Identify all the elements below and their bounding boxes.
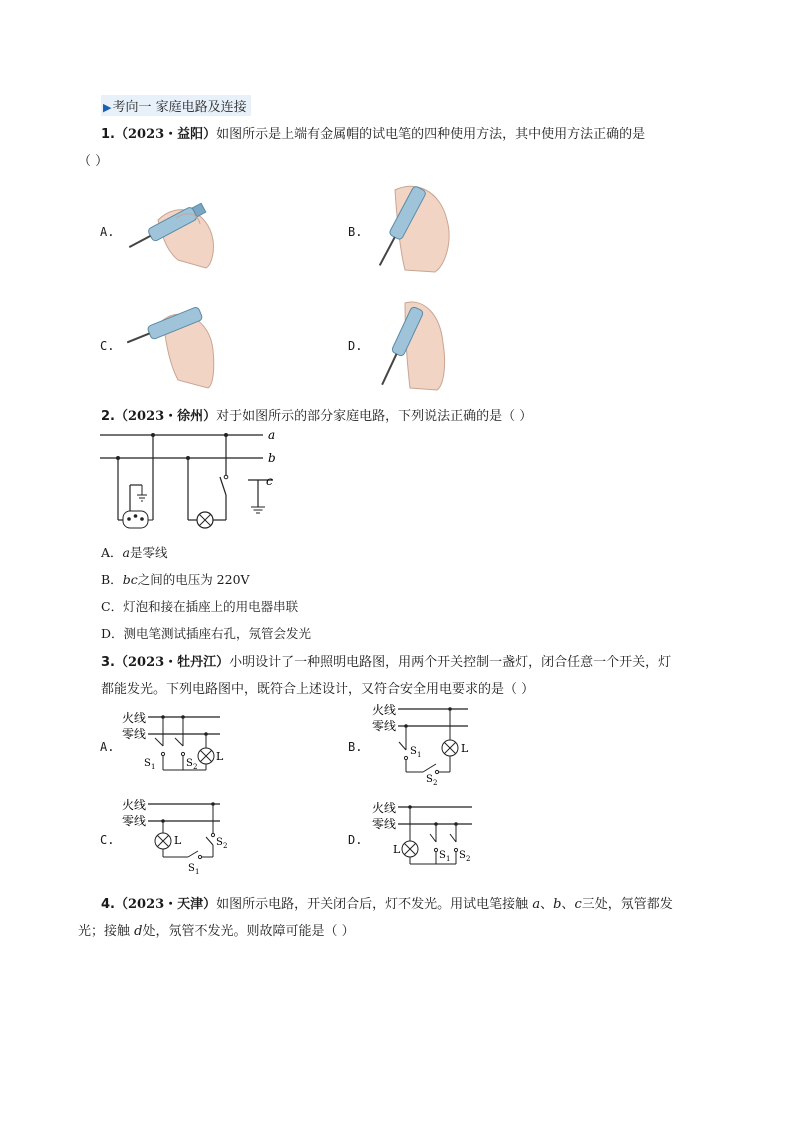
svg-text:S: S [186,758,193,769]
q3-option-a-label[interactable]: A. [100,740,115,754]
svg-text:S: S [216,837,223,848]
svg-text:S: S [439,850,446,861]
svg-text:S: S [459,850,466,861]
svg-text:零线: 零线 [372,719,397,733]
q3-option-a-circuit [118,708,230,778]
question-4-text: 4.（2023・天津）如图所示电路，开关闭合后，灯不发光。用试电笔接触 a、b、c三处，氖管都发 [101,897,673,912]
svg-text:火线: 火线 [372,703,397,717]
svg-text:L: L [393,843,401,856]
q1-option-c-pen-illustration [118,295,228,390]
svg-text:S: S [188,863,195,874]
question-1-paren: （ ） [78,154,109,169]
triangle-marker-icon: ▶ [103,101,112,114]
svg-text:S: S [144,758,151,769]
svg-text:L: L [461,742,469,755]
svg-text:L: L [216,750,224,763]
svg-text:2: 2 [433,779,438,787]
q3-option-b-circuit [368,700,478,790]
question-2-text: 2.（2023・徐州）对于如图所示的部分家庭电路，下列说法正确的是（ ） [101,409,533,424]
question-3-text: 3.（2023・牡丹江）小明设计了一种照明电路图，用两个开关控制一盏灯，闭合任意一个开关，灯 [101,655,672,670]
q2-option-a[interactable]: A．a是零线 [101,545,168,560]
svg-text:L: L [174,834,182,847]
q1-option-c-label[interactable]: C. [100,339,115,353]
svg-text:S: S [410,746,417,757]
q3-option-c-circuit [118,795,230,880]
q1-option-b-label[interactable]: B. [348,225,363,239]
svg-text:2: 2 [466,855,471,863]
question-3-text-line2: 都能发光。下列电路图中，既符合上述设计，又符合安全用电要求的是（ ） [101,682,535,697]
svg-text:1: 1 [151,763,156,771]
svg-text:零线: 零线 [122,727,147,741]
wire-a-label: a [268,428,276,442]
q2-circuit-diagram [98,425,288,530]
question-1-text: 1.（2023・益阳）如图所示是上端有金属帽的试电笔的四种使用方法，其中使用方法正确的是 [101,127,646,142]
svg-text:2: 2 [223,842,228,850]
q2-option-d[interactable]: D．测电笔测试插座右孔，氖管会发光 [101,626,312,641]
section-title: 考向一 家庭电路及连接 [112,100,247,115]
wire-b-label: b [268,451,276,465]
q1-option-a-label[interactable]: A. [100,225,115,239]
q3-option-d-label[interactable]: D. [348,833,363,847]
q1-option-b-pen-illustration [365,180,465,275]
section-header [101,95,251,116]
svg-text:火线: 火线 [122,711,147,725]
q1-option-d-label[interactable]: D. [348,339,363,353]
q3-option-c-label[interactable]: C. [100,833,115,847]
q3-option-b-label[interactable]: B. [348,740,363,754]
svg-text:S: S [426,774,433,785]
q2-option-c[interactable]: C．灯泡和接在插座上的用电器串联 [101,599,299,614]
svg-text:火线: 火线 [372,801,397,815]
q1-option-d-pen-illustration [365,298,455,393]
question-4-text-line2: 光；接触 d处，氖管不发光。则故障可能是（ ） [78,924,355,939]
svg-text:零线: 零线 [372,817,397,831]
svg-text:1: 1 [417,751,422,759]
svg-text:火线: 火线 [122,798,147,812]
svg-text:1: 1 [195,868,200,876]
q2-option-b[interactable]: B．bc之间的电压为 220V [101,572,250,587]
svg-text:1: 1 [446,855,451,863]
q1-option-a-pen-illustration [118,190,228,270]
svg-text:2: 2 [193,763,198,771]
svg-text:零线: 零线 [122,814,147,828]
q3-option-d-circuit [368,798,478,873]
wire-c-label: c [266,474,273,488]
